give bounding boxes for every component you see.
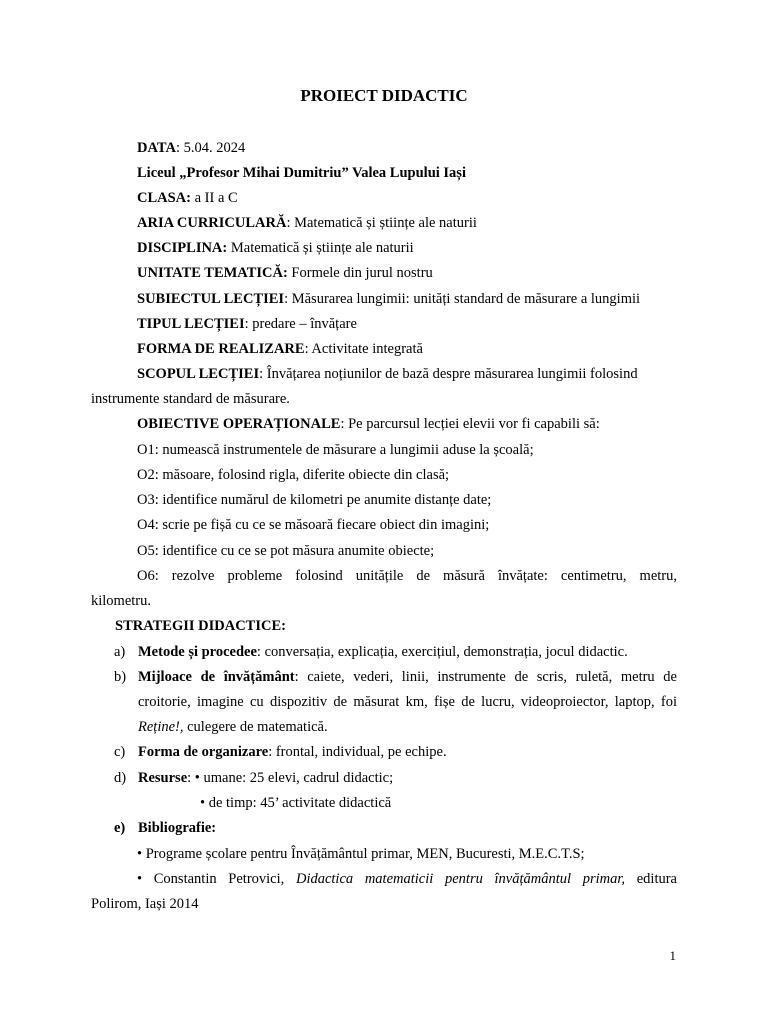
scopul-line <box>137 366 638 383</box>
organizare-value: : frontal, individual, pe echipe. <box>268 744 447 760</box>
obiective-label: OBIECTIVE OPERAȚIONALE <box>137 416 341 432</box>
page-title: PROIECT DIDACTIC <box>300 86 468 105</box>
bibliography-item-2-continuation: Polirom, Iași 2014 <box>91 896 199 912</box>
bibliografie-heading: Bibliografie: <box>138 820 217 836</box>
page-number: 1 <box>669 948 676 963</box>
subiect-label: SUBIECTUL LECȚIEI <box>137 291 285 307</box>
objective-o6: O6: rezolve probleme folosind unitățile de măsură învățate: centimetru, metru, <box>137 568 677 584</box>
resurse-timp: • de timp: 45’ activitate didactică <box>200 795 392 811</box>
forma-line <box>137 341 423 358</box>
metode-line <box>138 644 628 661</box>
organizare-label: Forma de organizare <box>138 744 269 760</box>
obiective-value: : Pe parcursul lecției elevii vor fi capabili să: <box>340 416 600 432</box>
list-marker-c: c) <box>114 744 126 760</box>
aria-value: : Matematică și științe ale naturii <box>286 215 477 231</box>
forma-label: FORMA DE REALIZARE <box>137 341 305 357</box>
resurse-label: Resurse <box>138 770 188 786</box>
unitate-label: UNITATE TEMATICĂ: <box>137 265 288 281</box>
organizare-line <box>138 744 447 761</box>
unitate-line <box>137 265 433 282</box>
bib2-publisher: editura <box>625 871 677 887</box>
data-value: : 5.04. 2024 <box>175 140 246 156</box>
clasa-value: a II a C <box>190 190 238 206</box>
list-marker-a: a) <box>114 644 126 660</box>
disciplina-value: Matematică și științe ale naturii <box>227 240 414 256</box>
list-marker-b: b) <box>114 669 127 685</box>
school-line: Liceul „Profesor Mihai Dumitriu” Valea Lupului Iași <box>137 165 466 181</box>
disciplina-line <box>137 240 414 257</box>
objective-o2: O2: măsoare, folosind rigla, diferite obiecte din clasă; <box>137 467 450 483</box>
data-label: DATA <box>137 140 176 156</box>
scopul-value: : Învățarea noțiunilor de bază despre măsurarea lungimii folosind <box>259 366 638 382</box>
mijloace-end: culegere de matematică. <box>183 719 328 735</box>
objective-o5: O5: identifice cu ce se pot măsura anumite obiecte; <box>137 543 435 559</box>
mijloace-line <box>138 669 677 686</box>
resurse-value: : • umane: 25 elevi, cadrul didactic; <box>187 770 394 786</box>
forma-value: : Activitate integrată <box>304 341 423 357</box>
list-marker-d: d) <box>114 770 127 786</box>
subiect-line <box>137 291 640 308</box>
clasa-line <box>137 190 238 207</box>
data-line <box>137 140 245 157</box>
resurse-line <box>138 770 393 787</box>
mijloace-continuation-2 <box>138 719 328 736</box>
objective-o4: O4: scrie pe fișă cu ce se măsoară fiecare obiect din imagini; <box>137 517 490 533</box>
metode-value: : conversația, explicația, exercițiul, demonstrația, jocul didactic. <box>256 644 628 660</box>
bibliography-item-2 <box>137 871 677 888</box>
strategii-heading: STRATEGII DIDACTICE: <box>115 618 286 634</box>
tipul-value: : predare – învățare <box>244 316 357 332</box>
bib2-author: • Constantin Petrovici, <box>137 871 296 887</box>
objective-o3: O3: identifice numărul de kilometri pe anumite distanțe date; <box>137 492 492 508</box>
disciplina-label: DISCIPLINA: <box>137 240 228 256</box>
aria-label: ARIA CURRICULARĂ <box>137 215 287 231</box>
bib2-title: Didactica matematicii pentru învățământul primar, <box>295 871 626 887</box>
aria-line <box>137 215 477 232</box>
mijloace-value: : caiete, vederi, linii, instrumente de scris, ruletă, metru de <box>294 669 677 685</box>
obiective-line <box>137 416 600 433</box>
mijloace-continuation: croitorie, imagine cu dispozitiv de măsurat km, fișe de lucru, videoproiector, laptop, foi <box>138 694 677 710</box>
objective-o6-continuation: kilometru. <box>91 593 152 609</box>
retine-italic: Reține!, <box>138 719 184 735</box>
subiect-value: : Măsurarea lungimii: unități standard de măsurare a lungimii <box>284 291 641 307</box>
tipul-line <box>137 316 357 333</box>
scopul-continuation: instrumente standard de măsurare. <box>91 391 290 407</box>
unitate-value: Formele din jurul nostru <box>287 265 433 281</box>
tipul-label: TIPUL LECȚIEI <box>137 316 245 332</box>
metode-label: Metode și procedee <box>138 644 257 660</box>
list-marker-e: e) <box>114 820 126 836</box>
clasa-label: CLASA: <box>137 190 191 206</box>
scopul-label: SCOPUL LECȚIEI <box>137 366 260 382</box>
mijloace-label: Mijloace de învățământ <box>138 669 295 685</box>
objective-o1: O1: numească instrumentele de măsurare a lungimii aduse la școală; <box>137 442 534 458</box>
bibliography-item-1: • Programe școlare pentru Învățământul primar, MEN, Bucuresti, M.E.C.T.S; <box>137 846 585 862</box>
